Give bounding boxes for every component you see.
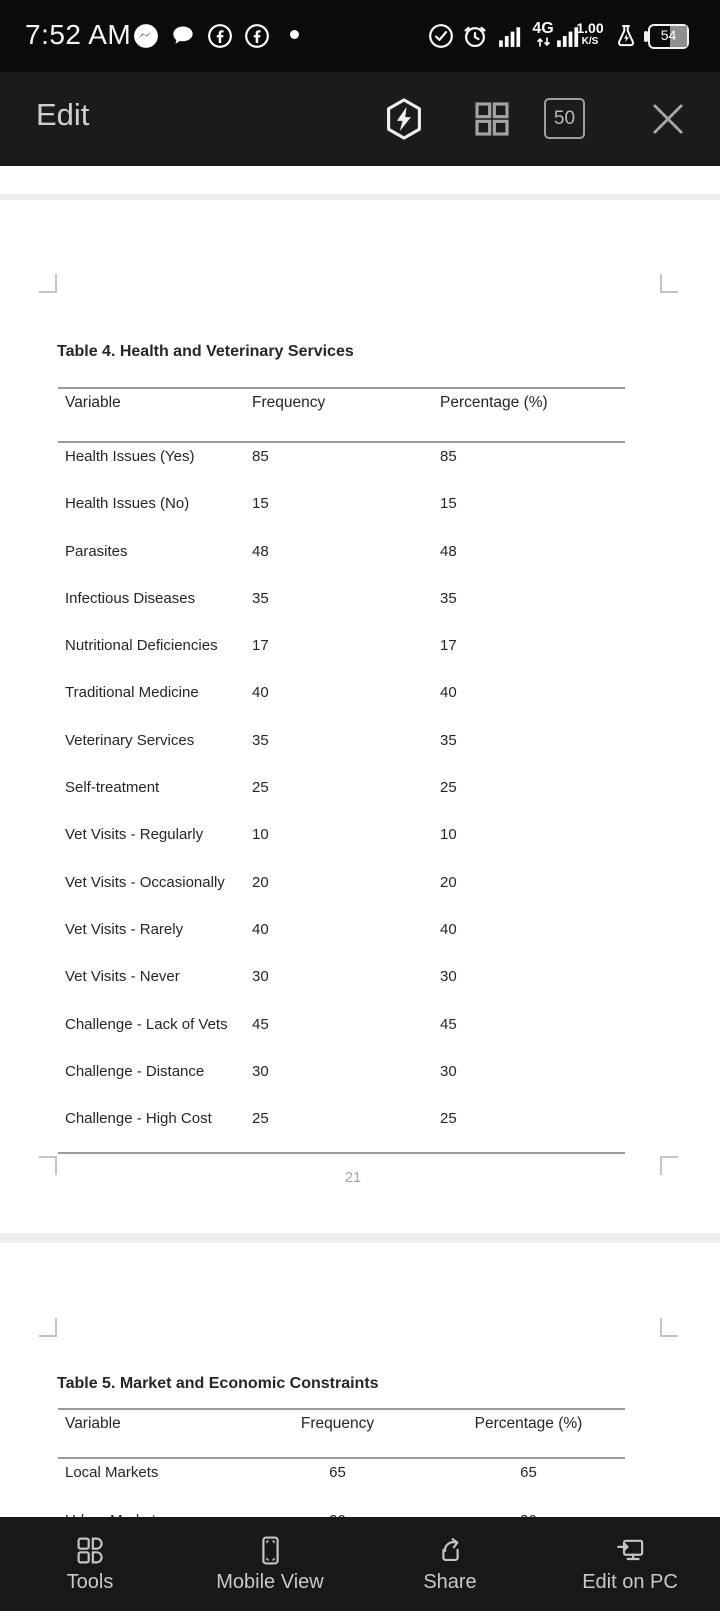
previous-page-edge[interactable] <box>0 166 720 194</box>
page-gap <box>0 1233 720 1243</box>
table-header-cell: Variable <box>65 394 121 411</box>
table-cell: 35 <box>440 589 457 607</box>
pages-overview-button[interactable] <box>470 97 514 141</box>
font-size-value: 50 <box>553 107 576 129</box>
share-icon <box>435 1535 466 1566</box>
table-row[interactable] <box>58 585 625 632</box>
table-cell: Self-treatment <box>65 779 160 797</box>
table-cell: 25 <box>252 779 269 797</box>
table-row[interactable] <box>58 727 625 774</box>
table-row[interactable] <box>58 1459 625 1507</box>
table-cell: 25 <box>440 779 457 797</box>
font-size-box[interactable] <box>544 98 585 139</box>
edit-on-pc-icon <box>615 1535 646 1566</box>
table-cell: Veterinary Services <box>65 731 195 749</box>
table-cell: 30 <box>252 1062 269 1080</box>
table4-body <box>58 443 625 1154</box>
table-cell: 20 <box>440 873 457 891</box>
edit-on-pc-button[interactable] <box>540 1517 720 1611</box>
table-row[interactable] <box>58 1105 625 1152</box>
mobile-view-icon <box>255 1535 286 1566</box>
table5-title[interactable]: Table 5. Market and Economic Constraints <box>57 1375 379 1392</box>
table-row[interactable] <box>58 774 625 821</box>
battery-icon <box>648 24 689 49</box>
margin-corner-mark <box>39 274 57 293</box>
table-cell: 17 <box>440 637 457 655</box>
table-cell: Health Issues (Yes) <box>65 448 195 465</box>
table-cell: 40 <box>440 684 457 702</box>
messenger-icon <box>133 23 159 49</box>
table-cell: 10 <box>252 826 269 844</box>
tools-label: Tools <box>66 1570 114 1593</box>
grid-squares-icon <box>472 99 512 139</box>
hexagon-bolt-button[interactable] <box>382 97 426 141</box>
share-label: Share <box>423 1570 477 1593</box>
edit-on-pc-label: Edit on PC <box>582 1570 678 1593</box>
table5-header-row[interactable] <box>58 1408 625 1459</box>
edit-toolbar <box>0 72 720 166</box>
table-cell: 35 <box>252 731 269 749</box>
table-cell: Vet Visits - Never <box>65 968 180 986</box>
clock-time: 7:52 AM <box>25 19 132 50</box>
table-cell: 45 <box>252 1015 269 1033</box>
table4[interactable] <box>58 387 625 1154</box>
table-cell: Vet Visits - Rarely <box>65 920 184 938</box>
table-cell: Health Issues (No) <box>65 495 190 513</box>
table-cell: 65 <box>520 1464 537 1481</box>
table-cell: 40 <box>252 684 269 702</box>
check-circle-icon <box>428 23 454 49</box>
alarm-clock-icon <box>462 23 488 49</box>
facebook-icon <box>207 23 233 49</box>
close-icon <box>647 98 689 140</box>
table-cell: 25 <box>252 1110 269 1128</box>
table-cell: Challenge - Distance <box>65 1062 205 1080</box>
table-cell: Challenge - Lack of Vets <box>65 1015 228 1033</box>
table-cell: 15 <box>440 495 457 513</box>
table-cell: 30 <box>440 1062 457 1080</box>
table-cell: 30 <box>440 968 457 986</box>
table-cell: 30 <box>252 968 269 986</box>
table-row[interactable] <box>58 963 625 1010</box>
notification-dot <box>290 30 299 39</box>
network-4g-icon: 4G <box>530 20 556 47</box>
table-cell: 35 <box>440 731 457 749</box>
table4-header-row[interactable] <box>58 387 625 443</box>
table-cell: 85 <box>252 448 269 465</box>
tools-button[interactable] <box>0 1517 180 1611</box>
facebook-icon <box>244 23 270 49</box>
power-saver-flask-icon <box>613 23 639 49</box>
table-cell: Traditional Medicine <box>65 684 199 702</box>
margin-corner-mark <box>660 274 678 293</box>
table-cell: 10 <box>440 826 457 844</box>
table-row[interactable] <box>58 1058 625 1105</box>
table-row[interactable] <box>58 821 625 868</box>
table-row[interactable] <box>58 443 625 490</box>
chat-bubble-icon <box>170 23 196 49</box>
tools-grid-icon <box>75 1535 106 1566</box>
net-speed-indicator: 1.00 K/S <box>576 20 604 47</box>
table-row[interactable] <box>58 916 625 963</box>
table-header-cell: Frequency <box>252 394 326 411</box>
table-row[interactable] <box>58 679 625 726</box>
table-cell: 35 <box>252 589 269 607</box>
table-cell: 48 <box>440 542 457 560</box>
table-cell: Infectious Diseases <box>65 589 196 607</box>
edit-mode-label: Edit <box>36 97 90 132</box>
share-button[interactable] <box>360 1517 540 1611</box>
table-row[interactable] <box>58 632 625 679</box>
mobile-view-label: Mobile View <box>216 1570 324 1593</box>
battery-percent: 54 <box>660 27 677 43</box>
table-header-cell: Frequency <box>300 1415 375 1432</box>
table-header-cell: Percentage (%) <box>440 394 548 411</box>
table-row[interactable] <box>58 490 625 537</box>
close-button[interactable] <box>646 97 690 141</box>
table-cell: Local Markets <box>65 1464 159 1481</box>
table-cell: 40 <box>440 920 457 938</box>
table-row[interactable] <box>58 538 625 585</box>
table4-title[interactable]: Table 4. Health and Veterinary Services <box>57 343 354 360</box>
bottom-toolbar <box>0 1517 720 1611</box>
table-cell: Parasites <box>65 542 128 560</box>
signal-bars-icon <box>498 23 522 49</box>
table-cell: 40 <box>252 920 269 938</box>
table-row[interactable] <box>58 1011 625 1058</box>
table-cell: 45 <box>440 1015 457 1033</box>
table-header-cell: Percentage (%) <box>474 1415 583 1432</box>
table-header-cell: Variable <box>65 1415 121 1432</box>
table-cell: 48 <box>252 542 269 560</box>
mobile-view-button[interactable] <box>180 1517 360 1611</box>
table-cell: 85 <box>440 448 457 465</box>
status-bar <box>0 0 720 72</box>
table-cell: 20 <box>252 873 269 891</box>
table-cell: Vet Visits - Occasionally <box>65 873 225 891</box>
table-cell: 15 <box>252 495 269 513</box>
table-cell: Vet Visits - Regularly <box>65 826 204 844</box>
margin-corner-mark <box>39 1318 57 1337</box>
updown-arrows-icon <box>536 37 551 47</box>
margin-corner-mark <box>660 1318 678 1337</box>
table-cell: 25 <box>440 1110 457 1128</box>
table-cell: 17 <box>252 637 269 655</box>
page-number: 21 <box>344 1170 362 1186</box>
table-cell: 65 <box>329 1464 346 1481</box>
table-cell: Challenge - High Cost <box>65 1110 212 1128</box>
table-row[interactable] <box>58 869 625 916</box>
hexagon-bolt-icon <box>382 96 426 142</box>
table-cell: Nutritional Deficiencies <box>65 637 218 655</box>
